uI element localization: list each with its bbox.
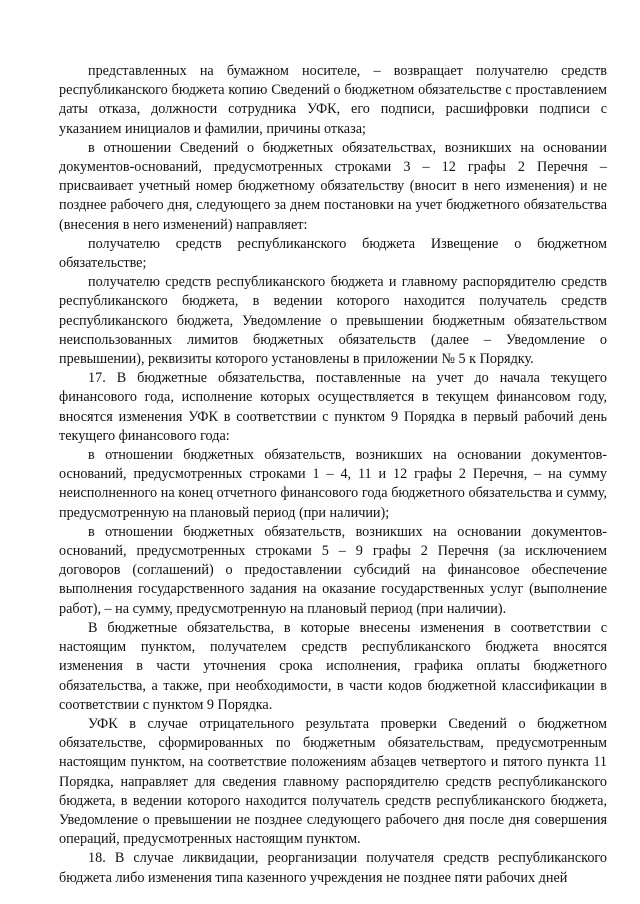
paragraph-changes-terms: В бюджетные обязательства, в которые внесены изменения в соответствии с настоящим пунктом, получателем средств республиканского бюджета вносятся изменения в части уточнения срока исполнения, графика оплаты бюджетного обязательства, а также, при необходимости, в части кодов бюджетной классификации в соответствии с пунктом 9 Порядка. (59, 619, 607, 713)
paragraph-registration-number: в отношении Сведений о бюджетных обязательствах, возникших на основании документов-оснований, предусмотренных строками 3 – 12 графы 2 Перечня – присваивает учетный номер бюджетному обязательству (вносит в него изменения) и не позднее рабочего дня, следующего за днем постановки на учет бюджетного обязательства (внесения в него изменений) направляет: (59, 139, 607, 233)
paragraph-excess-notification: получателю средств республиканского бюджета и главному распорядителю средств республиканского бюджета, в ведении которого находится получатель средств республиканского бюджета, Уведомление о превышении бюджетным обязательством неиспользованных лимитов бюджетных обязательств (далее – Уведомление о превышении), реквизиты которого установлены в приложении № 5 к Порядку. (59, 274, 607, 368)
paragraph-lines-5-9: в отношении бюджетных обязательств, возникших на основании документов-оснований, предусмотренных строками 5 – 9 графы 2 Перечня (за исключением договоров (соглашений) о предоставлении субсидий на финансовое обеспечение выполнения государственного задания на оказание государственных услуг (выполнение работ), – на сумму, предусмотренную на плановый период (при наличии). (59, 523, 607, 617)
document-page (59, 62, 607, 888)
paragraph-return-copy: представленных на бумажном носителе, – возвращает получателю средств республиканского бюджета копию Сведений о бюджетном обязательстве с проставлением даты отказа, должности сотрудника УФК, его подписи, расшифровки подписи с указанием инициалов и фамилии, причины отказа; (59, 63, 607, 137)
paragraph-item-17: 17. В бюджетные обязательства, поставленные на учет до начала текущего финансового года, исполнение которых осуществляется в текущем финансовом году, вносятся изменения УФК в соответствии с пунктом 9 Порядка в первый рабочий день текущего финансового года: (59, 370, 607, 444)
paragraph-item-18: 18. В случае ликвидации, реорганизации получателя средств республиканского бюджета либо изменения типа казенного учреждения не позднее пяти рабочих дней (59, 850, 607, 886)
paragraph-negative-check: УФК в случае отрицательного результата проверки Сведений о бюджетном обязательстве, сформированных по бюджетным обязательствам, предусмотренным настоящим пунктом, на соответствие положениям абзацев четвертого и пятого пункта 11 Порядка, направляет для сведения главному распорядителю средств республиканского бюджета, в ведении которого находится получатель средств республиканского бюджета, Уведомление о превышении не позднее следующего рабочего дня после дня совершения операций, предусмотренных настоящим пунктом. (59, 715, 607, 848)
paragraph-notice-recipient: получателю средств республиканского бюджета Извещение о бюджетном обязательстве; (59, 235, 607, 272)
paragraph-lines-1-4: в отношении бюджетных обязательств, возникших на основании документов-оснований, предусмотренных строками 1 – 4, 11 и 12 графы 2 Перечня, – на сумму неисполненного на конец отчетного финансового года бюджетного обязательства и сумму, предусмотренную на плановый период (при наличии); (59, 447, 607, 521)
